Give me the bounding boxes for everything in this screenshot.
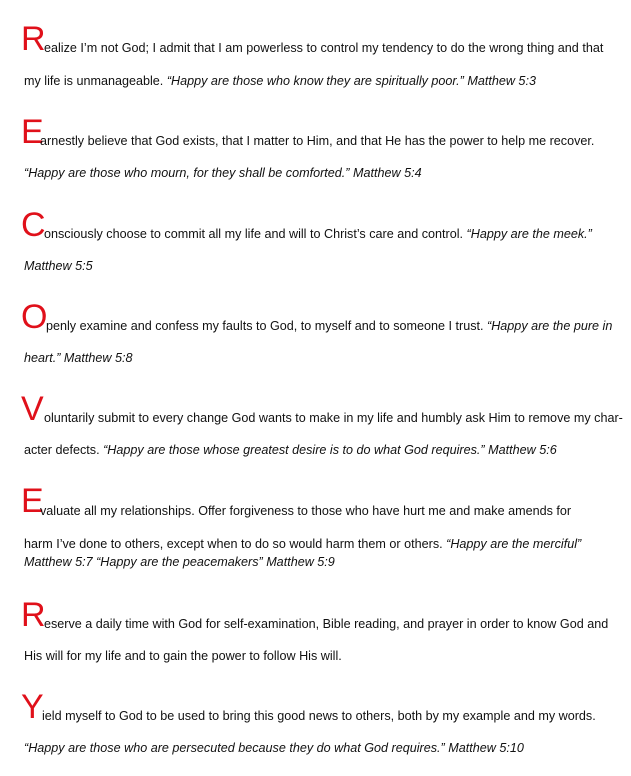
drop-letter: Y bbox=[21, 688, 44, 726]
entry-text: my life is unmanageable. bbox=[24, 74, 167, 88]
scripture-quote: Matthew 5:7 “Happy are the peacemakers” Matthew 5:9 bbox=[24, 555, 335, 569]
scripture-reference: Matthew 5:5 bbox=[24, 259, 93, 273]
scripture-quote: “Happy are those whose greatest desire is to do what God requires.” Matthew 5:6 bbox=[103, 443, 557, 457]
scripture-quote: “Happy are those who are persecuted because they do what God requires.” Matthew 5:10 bbox=[24, 741, 524, 755]
entry-line: valuate all my relationships. Offer forgiveness to those who have hurt me and make amends for bbox=[40, 504, 572, 518]
scripture-quote: “Happy are those who mourn, for they shall be comforted.” Matthew 5:4 bbox=[24, 166, 422, 180]
entry-line: ield myself to God to be used to bring this good news to others, both by my example and my words. bbox=[42, 709, 596, 723]
drop-letter: E bbox=[21, 482, 44, 520]
scripture-quote: “Happy are the merciful” bbox=[446, 537, 582, 551]
scripture-quote: heart.” Matthew 5:8 bbox=[24, 351, 133, 365]
entry-line: arnestly believe that God exists, that I matter to Him, and that He has the power to help me recover. bbox=[40, 134, 595, 148]
entry-line: ealize I’m not God; I admit that I am powerless to control my tendency to do the wrong thing and that bbox=[44, 41, 604, 55]
entry-line bbox=[44, 226, 592, 242]
entry-line bbox=[24, 442, 557, 458]
entry-text: penly examine and confess my faults to God, to myself and to someone I trust. bbox=[46, 319, 488, 333]
drop-letter: R bbox=[21, 596, 46, 634]
entry-text: onsciously choose to commit all my life and will to Christ’s care and control. bbox=[44, 227, 467, 241]
scripture-quote: “Happy are the pure in bbox=[487, 319, 613, 333]
entry-line: His will for my life and to gain the power to follow His will. bbox=[24, 649, 342, 663]
drop-letter: E bbox=[21, 113, 44, 151]
scripture-quote: “Happy are the meek.” bbox=[466, 227, 592, 241]
entry-line bbox=[24, 536, 581, 552]
drop-letter: V bbox=[21, 390, 44, 428]
entry-line bbox=[46, 318, 612, 334]
entry-line bbox=[24, 73, 536, 89]
scripture-quote: “Happy are those who know they are spiritually poor.” Matthew 5:3 bbox=[166, 74, 536, 88]
entry-line: eserve a daily time with God for self-examination, Bible reading, and prayer in order to know God and bbox=[44, 617, 609, 631]
entry-line: oluntarily submit to every change God wants to make in my life and humbly ask Him to remove my char- bbox=[44, 411, 623, 425]
drop-letter: O bbox=[21, 298, 48, 336]
drop-letter: C bbox=[21, 206, 46, 244]
drop-letter: R bbox=[21, 20, 46, 58]
entry-text: acter defects. bbox=[24, 443, 104, 457]
entry-text: harm I’ve done to others, except when to do so would harm them or others. bbox=[24, 537, 447, 551]
